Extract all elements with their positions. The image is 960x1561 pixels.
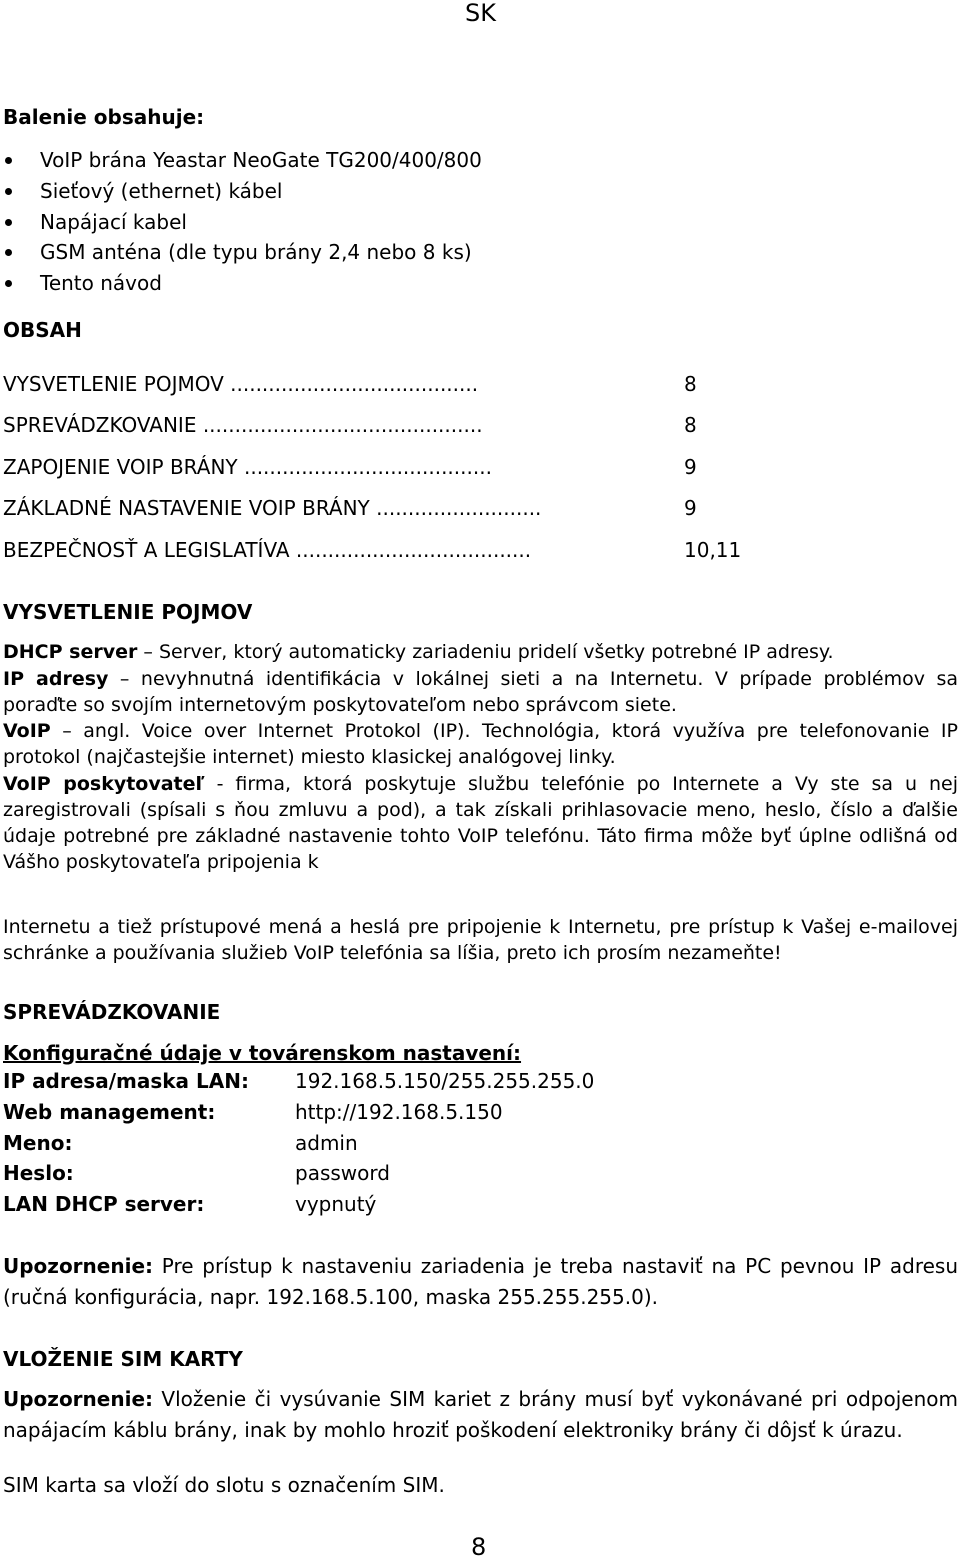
term-label: DHCP server: [3, 641, 138, 663]
setting-value: vypnutý: [295, 1192, 377, 1216]
setting-key: Meno:: [3, 1131, 73, 1155]
setting-value: password: [295, 1161, 390, 1185]
term-label: IP adresy: [3, 668, 109, 690]
toc-entry-label: ZÁKLADNÉ NASTAVENIE VOIP BRÁNY ..........................: [3, 496, 542, 520]
toc-entry[interactable]: [0, 495, 960, 521]
package-title: Balenie obsahuje:: [3, 105, 205, 129]
toc-entry-label: ZAPOJENIE VOIP BRÁNY .......................................: [3, 455, 492, 479]
toc-entry-label: SPREVÁDZKOVANIE ............................................: [3, 413, 483, 437]
table-row: [3, 1066, 943, 1096]
toc-entry-label: VYSVETLENIE POJMOV .......................................: [3, 372, 479, 396]
table-row: [3, 1097, 943, 1127]
term-label: VoIP: [3, 720, 51, 742]
term-voip: [3, 718, 958, 770]
toc-entry-page: 8: [684, 413, 697, 437]
terms-continuation: Internetu a tiež prístupové mená a heslá pre pripojenie k Internetu, pre prístup k Vašej e-mailovej schránke a používania služieb VoIP telefónia sa líšia, preto ich prosím nezameňte!: [3, 916, 958, 964]
term-definition: – nevyhnutná identifikácia v lokálnej sieti a na Internetu. V prípade problémov sa poraďte so svojím internetovým poskytovateľom nebo správcom siete.: [3, 668, 958, 716]
toc-entry-page: 8: [684, 372, 697, 396]
page-number: 8: [471, 1533, 487, 1561]
toc-entry-page: 9: [684, 496, 697, 520]
setup-subtitle: Konfiguračné údaje v továrenskom nastavení:: [3, 1041, 522, 1065]
warning-label: Upozornenie:: [3, 1254, 153, 1278]
bullet-icon: [5, 249, 12, 256]
term-provider: [3, 771, 958, 875]
term-ip: [3, 666, 958, 718]
list-item-label: Napájací kabel: [40, 210, 187, 234]
bullet-icon: [5, 219, 12, 226]
setting-key: Heslo:: [3, 1161, 74, 1185]
setup-title: SPREVÁDZKOVANIE: [3, 1000, 221, 1024]
language-code: SK: [465, 0, 496, 27]
toc-title: OBSAH: [3, 318, 82, 342]
table-row: [3, 1128, 943, 1158]
list-item-label: VoIP brána Yeastar NeoGate TG200/400/800: [40, 148, 482, 172]
toc-entry-page: 9: [684, 455, 697, 479]
toc-entry[interactable]: [0, 412, 960, 438]
toc-entry-page: 10,11: [684, 538, 742, 562]
toc-entry[interactable]: [0, 537, 960, 563]
setup-warning: [3, 1251, 958, 1313]
bullet-icon: [5, 188, 12, 195]
sim-title: VLOŽENIE SIM KARTY: [3, 1347, 243, 1371]
setting-value: admin: [295, 1131, 358, 1155]
bullet-icon: [5, 280, 12, 287]
table-row: [3, 1158, 943, 1188]
term-definition: – angl. Voice over Internet Protokol (IP). Technológia, ktorá využíva pre telefonovanie IP protokol (najčastejšie internet) miesto klasickej analógovej linky.: [3, 720, 958, 768]
setting-value: 192.168.5.150/255.255.255.0: [295, 1069, 595, 1093]
term-dhcp: [3, 639, 958, 665]
setting-key: IP adresa/maska LAN:: [3, 1069, 249, 1093]
toc-entry[interactable]: [0, 454, 960, 480]
setting-value: http://192.168.5.150: [295, 1100, 503, 1124]
warning-text: Pre prístup k nastaveniu zariadenia je treba nastaviť na PC pevnou IP adresu (ručná konfigurácia, napr. 192.168.5.100, maska 255.255.255.0).: [3, 1254, 958, 1309]
toc-entry[interactable]: [0, 371, 960, 397]
table-row: [3, 1189, 943, 1219]
term-label: VoIP poskytovateľ: [3, 773, 205, 795]
sim-note: SIM karta sa vloží do slotu s označením SIM.: [3, 1473, 445, 1497]
setting-key: Web management:: [3, 1100, 216, 1124]
toc-entry-label: BEZPEČNOSŤ A LEGISLATÍVA .....................................: [3, 538, 532, 562]
terms-title: VYSVETLENIE POJMOV: [3, 600, 253, 624]
list-item-label: Tento návod: [40, 271, 162, 295]
term-definition: – Server, ktorý automaticky zariadeniu pridelí všetky potrebné IP adresy.: [137, 641, 834, 663]
warning-label: Upozornenie:: [3, 1387, 153, 1411]
bullet-icon: [5, 157, 12, 164]
list-item-label: Sieťový (ethernet) kábel: [40, 179, 283, 203]
setting-key: LAN DHCP server:: [3, 1192, 205, 1216]
list-item-label: GSM anténa (dle typu brány 2,4 nebo 8 ks): [40, 240, 472, 264]
term-definition: - firma, ktorá poskytuje službu telefónie po Internete a Vy ste sa u nej zaregistrovali (spísali s ňou zmluvu a pod), a tak získali prihlasovacie meno, heslo, číslo a ďalšie údaje potrebné pre základné nastavenie tohto VoIP telefónu. Táto firma môže byť úplne odlišná od Vášho poskytovateľa pripojenia k: [3, 773, 958, 873]
sim-warning: [3, 1384, 958, 1446]
warning-text: Vloženie či vysúvanie SIM kariet z brány musí byť vykonávané pri odpojenom napájacím káblu brány, inak by mohlo hroziť poškodení elektroniky brány či dôjsť k úrazu.: [3, 1387, 958, 1442]
